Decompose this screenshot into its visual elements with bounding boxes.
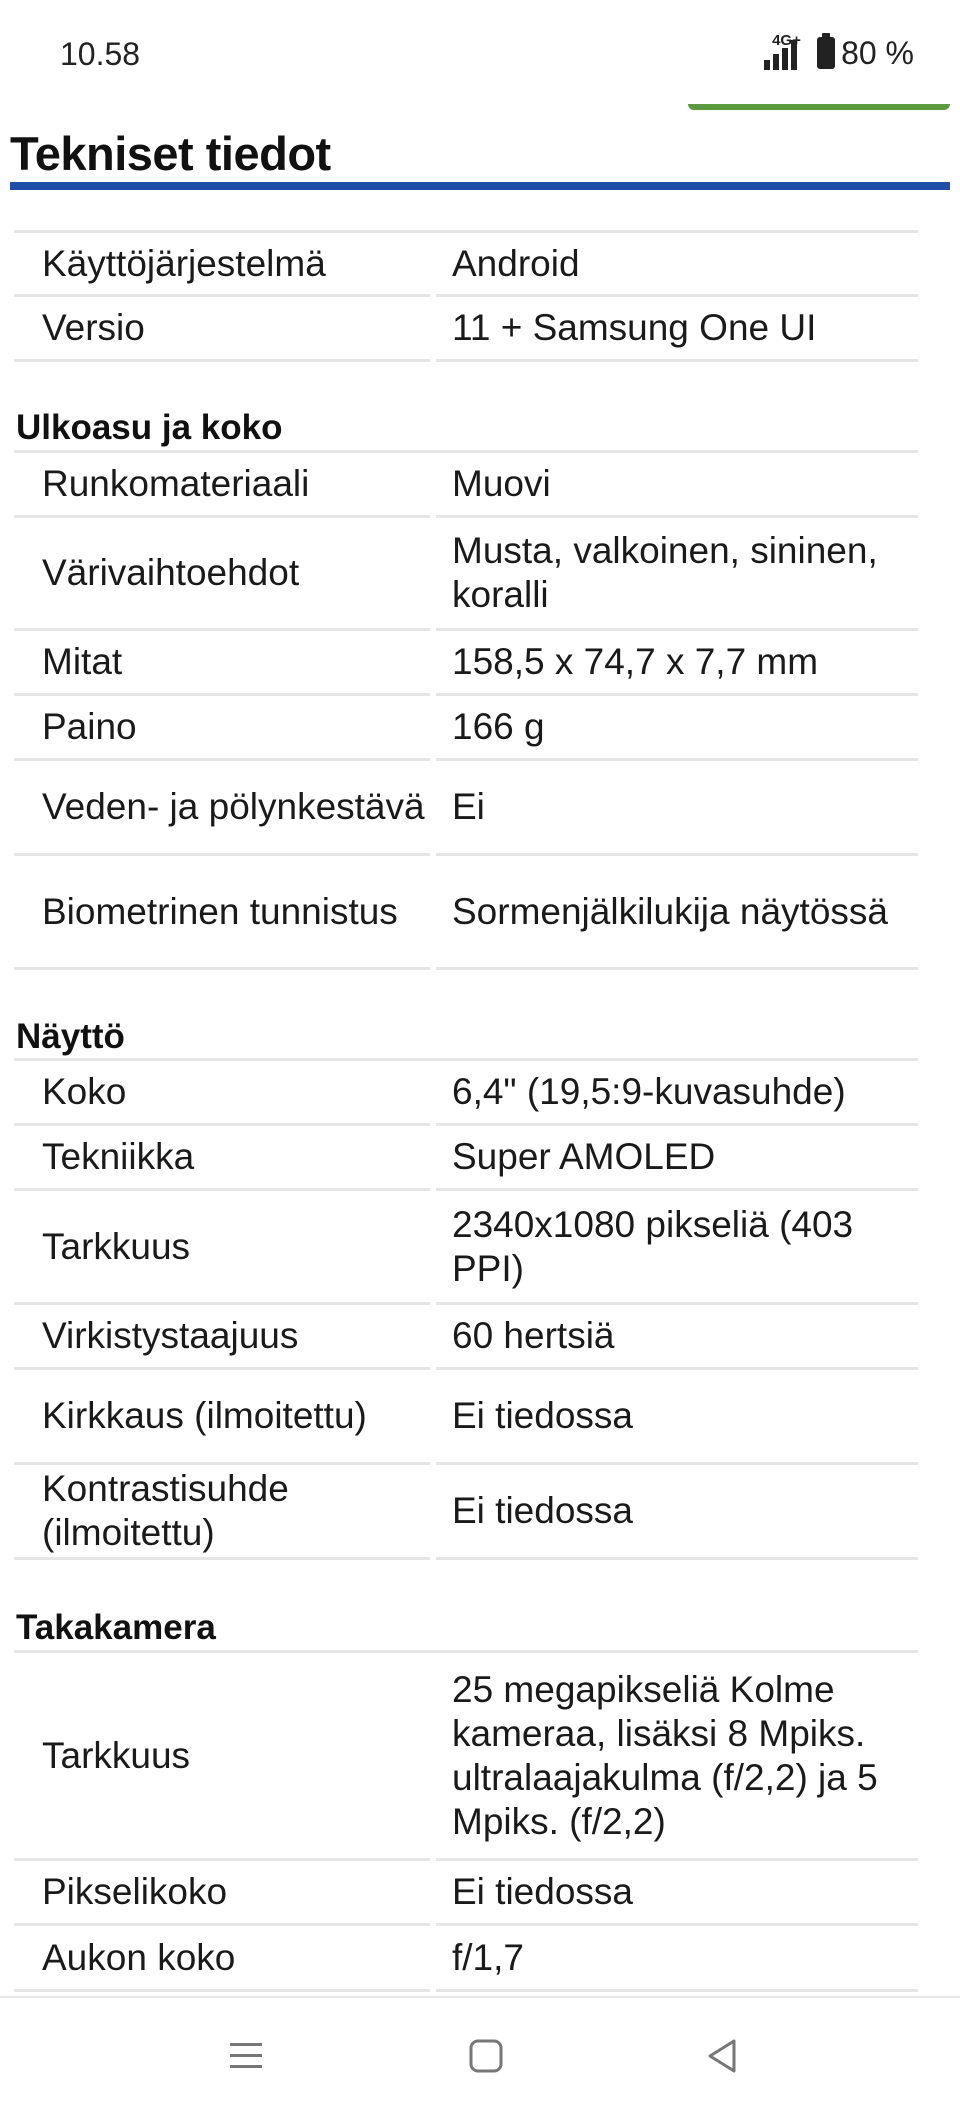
spec-row [10,761,918,856]
recents-button[interactable] [218,2028,274,2084]
spec-row [10,1305,918,1370]
spec-label: Tarkkuus [14,1653,430,1861]
spec-value: f/1,7 [436,1926,918,1992]
spec-value: Ei tiedossa [436,1465,918,1560]
section-title-rear-camera: Takakamera [16,1608,216,1647]
spec-value: Musta, valkoinen, sininen, koralli [436,518,918,631]
signal-icon [764,32,801,70]
spec-label: Kontrastisuhde (ilmoitettu) [14,1465,430,1560]
spec-row [10,518,918,631]
spec-label: Koko [14,1061,430,1126]
spec-label: Käyttöjärjestelmä [14,233,430,297]
spec-row [10,1061,918,1126]
home-button[interactable] [458,2028,514,2084]
status-icons [764,30,914,76]
spec-row [10,696,918,761]
spec-label: Veden- ja pölynkestävä [14,761,430,856]
page-title: Tekniset tiedot [10,127,331,180]
spec-value: Muovi [436,453,918,518]
spec-row-os [10,233,918,297]
section-title-display: Näyttö [16,1017,125,1056]
spec-label: Värivaihtoehdot [14,518,430,631]
spec-row [10,1653,918,1861]
spec-label: Tekniikka [14,1126,430,1191]
spec-label: Pikselikoko [14,1861,430,1926]
spec-label: Paino [14,696,430,761]
spec-row [10,453,918,518]
spec-value: 166 g [436,696,918,761]
spec-label: Versio [14,297,430,362]
spec-label: Kirkkaus (ilmoitettu) [14,1370,430,1465]
spec-value: 25 megapikseliä Kolme kameraa, lisäksi 8 Mpiks. ultralaajakulma (f/2,2) ja 5 Mpiks. (f/2,2) [436,1653,918,1861]
spec-value: 60 hertsiä [436,1305,918,1370]
spec-label: Biometrinen tunnistus [14,856,430,970]
spec-value: 6,4" (19,5:9-kuvasuhde) [436,1061,918,1126]
spec-label: Mitat [14,631,430,696]
spec-value: 2340x1080 pikseliä (403 PPI) [436,1191,918,1305]
spec-row [10,1926,918,1992]
battery-icon [817,37,835,69]
spec-row [10,1370,918,1465]
battery-percent: 80 % [841,34,914,71]
spec-row [10,856,918,970]
section-title-design: Ulkoasu ja koko [16,408,283,447]
spec-row [10,1465,918,1560]
spec-label: Tarkkuus [14,1191,430,1305]
home-square-icon [468,2038,504,2074]
back-button[interactable] [694,2028,750,2084]
spec-value: Super AMOLED [436,1126,918,1191]
spec-value: 158,5 x 74,7 x 7,7 mm [436,631,918,696]
spec-row [10,631,918,696]
spec-value: Ei tiedossa [436,1861,918,1926]
spec-value: 11 + Samsung One UI [436,297,918,362]
spec-value: Android [436,233,918,297]
spec-label: Aukon koko [14,1926,430,1992]
spec-row-version [10,297,918,362]
spec-value: Ei [436,761,918,856]
back-triangle-icon [704,2037,740,2075]
status-bar [0,0,960,104]
title-divider [10,182,950,190]
menu-lines-icon [228,2039,264,2073]
spec-row [10,1861,918,1926]
network-type-label: 4G+ [772,32,801,49]
status-time: 10.58 [60,36,141,72]
spec-row [10,1126,918,1191]
spec-label: Runkomateriaali [14,453,430,518]
system-nav-bar [0,1996,960,2114]
spec-value: Sormenjälkilukija näytössä [436,856,918,970]
spec-row [10,1191,918,1305]
spec-label: Virkistystaajuus [14,1305,430,1370]
spec-value: Ei tiedossa [436,1370,918,1465]
tab-indicator [688,104,950,110]
